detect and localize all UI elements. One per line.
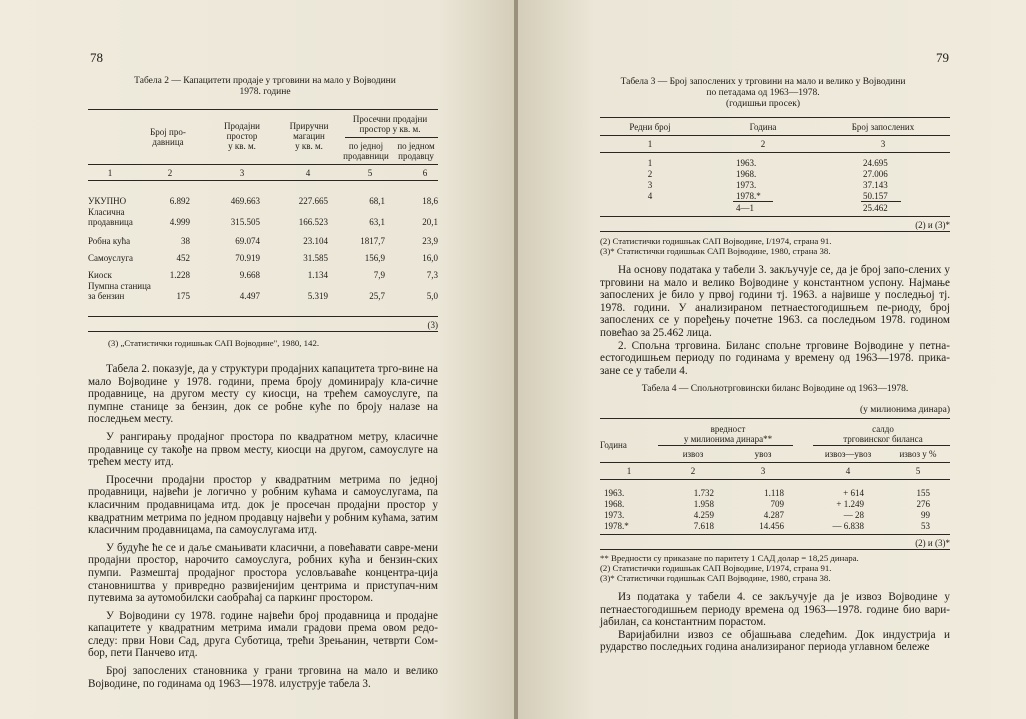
table4-unit: (у милионима динара) [859,405,950,415]
table2-cell: 20,1 [422,217,438,227]
table2-header-avg-group: Просечни продајни простор у кв. м. [352,114,428,134]
table2-row-label: Робна кућа [88,236,131,246]
table2-colnum-4: 4 [305,168,311,178]
table4-cell: + 614 [843,488,864,498]
table4-note-1: ** Вредности су приказане по паритету 1 САД долар = 18,25 динара. [600,553,859,563]
table2-cell: 69.074 [235,236,260,246]
table3-colnum-2: 2 [760,139,766,149]
table3-cell: 4—1 [736,203,754,213]
paragraph: На основу података у табели 3. закључује се, да је број запо-слених у трговини на мало и велико Војводине у константном успону. Најмање запослених је било у првој години тј. 1963. а највише у последњој тј. 1978. години. У анализираном петнаестогодишњем пе-риоду, број запослених се у поређењу почетне 1963. са последњом 1978. годином повећао за 25.462 лица. [600,264,950,339]
table2-rule-top [88,109,438,110]
page-number-right: 79 [936,50,949,65]
table4-cell: 1.958 [693,499,714,509]
table2-colnum-1: 1 [107,168,113,178]
table3-rule-top [600,117,950,118]
table4-note-2: (2) Статистички годишњак САП Војводине, I/1974, страна 91. [600,563,832,573]
table2-row-label: Пумпна станица за бензин [88,281,151,301]
table2-cell: 1.134 [307,270,328,280]
table2-cell: 1817,7 [360,236,385,246]
table4-cell: 7.618 [693,521,714,531]
table4-rule-value-group [658,445,793,446]
table2-row-label: Класична продавница [88,207,133,227]
table2-cell: 7,3 [426,270,438,280]
table2-cell: 16,0 [422,253,438,263]
table2-rule-bottom [88,316,438,317]
table2-cell: 469.663 [230,196,260,206]
table4-rule-colnums [600,479,950,480]
table4-colnum-2: 2 [690,466,696,476]
table3-colnum-1: 1 [647,139,653,149]
table2-rule-header-bottom [88,164,438,165]
table2-rule-bottom2 [88,331,438,332]
table3-colnum-3: 3 [880,139,886,149]
paragraph: Варијабилни извоз се објашњава следећим. Док индустрија и рударство последњих година анализираног периода углавном бележе [600,628,950,654]
table2-cell: 315.505 [230,217,260,227]
table3-rule-bottom2 [600,231,950,232]
table4-colnum-4: 4 [845,466,851,476]
table3-header-index: Редни број [629,122,671,132]
table3-header-year: Година [749,122,777,132]
paragraph: Просечни продајни простор у квадратним метрима по једној продавници, највећи је логично у робним кућама и самоуслугама, па класичним продавницама итд. док је просечан продајни простор у квадратним метрима по једном продавцу највећи у робним кућама, затим класичним продавницама, па самоуслугама итд. [88,473,438,537]
table3-caption [578,77,948,110]
table3-caption-line1: Табела 3 — Број запослених у трговини на мало и велико у Војводини [620,77,906,87]
table3-ref: (2) и (3)* [915,220,950,230]
table2-colnum-6: 6 [422,168,428,178]
table3-cell: 1968. [736,169,757,179]
table3-cell: 1973. [736,180,757,190]
table2-cell: 227.665 [298,196,328,206]
table4-rule-balance-group [813,445,950,446]
table4-header-pct: извоз у % [899,449,937,459]
table2-ref: (3) [427,320,438,330]
paragraph: 2. Спољна трговина. Биланс спољне трговине Војводине у петна-естогодишњем периоду по годинама у времену од 1963—1978. прика-зане се у табели 4. [600,339,950,377]
table3-caption-line2: по петадама од 1963—1978. [706,88,820,98]
table4-cell: — 28 [843,510,864,520]
table2-cell: 68,1 [369,196,385,206]
table4-cell: 14.456 [759,521,784,531]
table4-cell: — 6.838 [832,521,864,531]
table2-cell: 452 [176,253,190,263]
table4-cell: 1.118 [764,488,784,498]
table2-cell: 4.497 [239,291,260,301]
table2-cell: 23.104 [303,236,328,246]
table3-header-employed: Број запослених [851,122,915,132]
paragraph: Број запослених становника у грани трговина на мало и велико Војводине, по годинама од 1963—1978. илуструје табела 3. [88,665,438,690]
table4-cell: 1963. [604,488,625,498]
table4-header-import: увоз [754,449,772,459]
table4-colnum-3: 3 [760,466,766,476]
table3-cell: 1 [647,158,653,168]
table2-header-sales-space: Продајни простор у кв. м. [224,121,260,151]
table2-cell: 38 [181,236,190,246]
table2-cell: 166.523 [298,217,328,227]
table4-cell: 1978.* [604,521,629,531]
paragraph: У рангирању продајног простора по квадратном метру, класичне продавнице су такође на првом месту, киосци на другом, самоуслуге на трећем месту итд. [88,430,438,469]
table2-cell: 7,9 [373,270,385,280]
paragraph: Табела 2. показује, да у структури продајних капацитета трго-вине на мало Војводине у 1978. години, према броју доминирају кла-сичне продавнице, на другом месту су киосци, на трећем самоуслуге, па пумпне станице за бензин, док се робне куће по броју налазе на последњем месту. [88,363,438,426]
table2-colnum-2: 2 [167,168,173,178]
paragraph: У будуће ће се и даље смањивати класични, а повећавати савре-мени продајни простор, нарочито самоуслуга, робних кућа и бензин-ских пумпи. Размештај продајног простора условљаваће концентра-ција становништва у привредно развијенијим центрима и приступач-ним путевима за аутомобилски саобраћај са паркинг простором. [88,541,438,605]
table4-cell: 53 [921,521,930,531]
table2-colnum-5: 5 [367,168,373,178]
table4-header-year: Година [600,440,627,450]
table3-rule-header [600,135,950,136]
table4-cell: 1973. [604,510,625,520]
right-body-text-1 [600,264,950,377]
table4-colnum-1: 1 [626,466,632,476]
table4-note-3: (3)* Статистички годишњак САП Војводине, 1980, страна 38. [600,573,831,583]
table4-cell: + 1.249 [836,499,864,509]
table2-cell: 23,9 [422,236,438,246]
table4-caption: Табела 4 — Спољнотрговински биланс Војводине од 1963—1978. [641,384,909,394]
table2-cell: 1.228 [169,270,190,280]
table3-note-2: (3)* Статистички годишњак САП Војводине, 1980, страна 38. [600,246,831,256]
table2-cell: 31.585 [303,253,328,263]
table2-rule-avg-group [345,137,438,138]
table4-cell: 4.287 [763,510,784,520]
paragraph: У Војводини су 1978. године највећи број продавница и продајне капацитете у квадратним метрима имали градови према овом редо-следу: први Нови Сад, друга Суботица, трећи Зрењанин, четврти Сом-бор, пети Панчево итд. [88,609,438,660]
table3-cell: 4 [647,191,653,201]
table3-rule-diff2 [861,201,901,202]
table3-cell: 24.695 [863,158,888,168]
table4-cell: 1.732 [693,488,714,498]
table2-cell: 5,0 [426,291,438,301]
table4-cell: 155 [916,488,930,498]
table2-caption-line2: 1978. године [239,87,291,97]
table4-rule-header [600,462,950,463]
table2-cell: 9.668 [239,270,260,280]
table2-header-per-seller: по једном продавцу [397,141,435,161]
table4-cell: 276 [916,499,930,509]
table4-colnum-5: 5 [915,466,921,476]
table2-cell: 4.999 [169,217,190,227]
table2-cell: 156,9 [364,253,385,263]
table2-source: (3) „Статистички годишњак САП Војводине", 1980, 142. [108,338,320,348]
page-number-left: 78 [90,50,103,65]
table3-cell: 50.157 [863,191,888,201]
table2-cell: 25,7 [369,291,385,301]
table3-cell: 1963. [736,158,757,168]
table2-cell: 18,6 [422,196,438,206]
table4-cell: 4.259 [693,510,714,520]
table4-header-balance-group: салдо трговинског биланса [843,424,923,444]
table2-row-label: Самоуслуга [88,253,134,263]
table4-header-export: извоз [682,449,704,459]
table2-cell: 70.919 [235,253,260,263]
table4-rule-top [600,418,950,419]
table2-caption-line1: Табела 2 — Капацитети продаје у трговини на мало у Војводини [134,76,396,86]
right-body-text-2 [600,591,950,654]
table3-cell: 27.006 [863,169,888,179]
table2-cell: 63,1 [369,217,385,227]
table2-header-per-store: по једној продавници [343,141,389,161]
table4-cell: 709 [770,499,784,509]
table2-row-label: УКУПНО [88,196,127,206]
table4-rule-bottom [600,534,950,535]
table2-header-stores: Број про- давница [150,127,186,147]
table2-cell: 6.892 [169,196,190,206]
table3-cell: 25.462 [863,203,888,213]
table4-cell: 1968. [604,499,625,509]
right-page [518,0,1026,719]
table3-cell: 3 [647,180,653,190]
table2-cell: 175 [176,291,190,301]
table4-header-diff: извоз—увоз [824,449,872,459]
table3-cell: 2 [647,169,653,179]
table2-row-label: Киоск [88,270,112,280]
table3-note-1: (2) Статистички годишњак САП Војводине, I/1974, страна 91. [600,236,832,246]
paragraph: Из података у табели 4. се закључује да је извоз Војводине у петнаестогодишњем периоду времена од 1963—1978. године био вари-јабилан, са константним порастом. [600,591,950,629]
table4-header-value-group: вредност у милионима динара** [683,424,773,444]
left-body-text [88,363,438,690]
table3-cell: 37.143 [863,180,888,190]
table2-colnum-3: 3 [239,168,245,178]
table2-rule-colnums [88,180,438,181]
table3-rule-colnums [600,152,950,153]
table3-rule-diff [733,201,773,202]
table3-rule-bottom [600,216,950,217]
table3-caption-line3: (годишњи просек) [725,99,800,109]
table4-ref: (2) и (3)* [915,538,950,548]
table4-cell: 99 [921,510,930,520]
table4-rule-bottom2 [600,549,950,550]
table2-cell: 5.319 [307,291,328,301]
table2-header-storage: Приручни магацин у кв. м. [289,121,329,151]
table3-cell: 1978.* [736,191,761,201]
table2-caption [100,76,430,98]
